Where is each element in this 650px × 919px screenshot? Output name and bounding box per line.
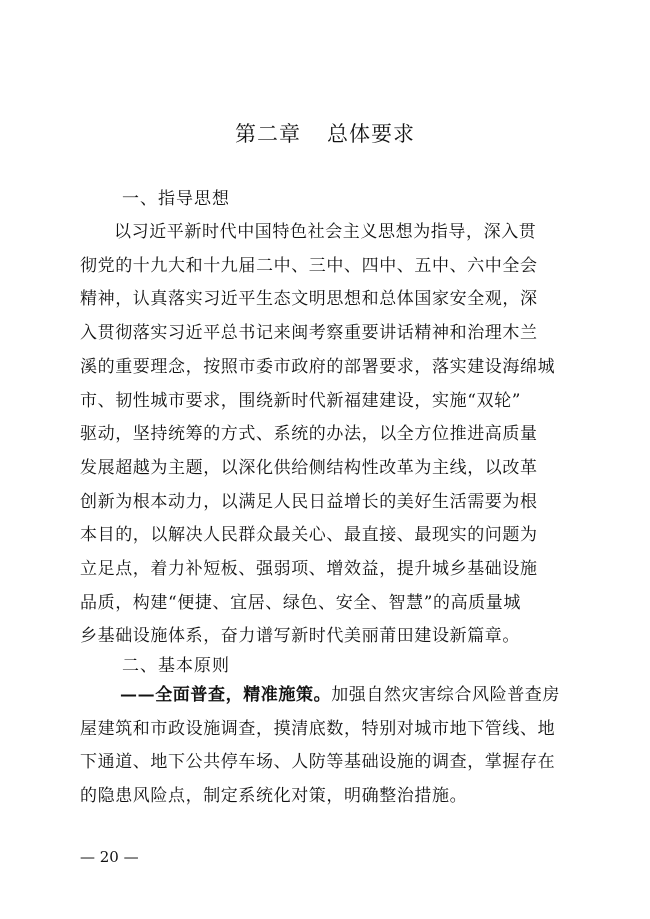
text-line: 入贯彻落实习近平总书记来闽考察重要讲话精神和治理木兰	[80, 323, 538, 344]
text-line: 彻党的十九大和十九届二中、三中、四中、五中、六中全会	[80, 255, 538, 276]
guiding-ideology-paragraph	[80, 216, 572, 654]
text-line: 品质，构建“便捷、宜居、绿色、安全、智慧”的高质量城	[80, 592, 521, 613]
text-line: 以习近平新时代中国特色社会主义思想为指导，深入贯	[114, 222, 537, 242]
section-heading-guiding-ideology: 一、指导思想	[122, 189, 230, 209]
principle-lead: ——全面普查，精准施策。	[120, 685, 332, 705]
text-line	[80, 679, 572, 713]
text-line: 驱动，坚持统筹的方式、系统的办法，以全方位推进高质量	[80, 424, 538, 445]
basic-principles-paragraph	[80, 679, 572, 814]
principle-text: 加强自然灾害综合风险普查房	[331, 685, 561, 705]
text-line: 市、韧性城市要求，围绕新时代新福建建设，实施“双轮”	[80, 390, 521, 411]
text-line: 溪的重要理念，按照市委市政府的部署要求，落实建设海绵城	[80, 356, 556, 377]
chapter-title	[0, 118, 650, 148]
text-line: 创新为根本动力，以满足人民日益增长的美好生活需要为根	[80, 491, 538, 512]
text-line: 乡基础设施体系，奋力谱写新时代美丽莆田建设新篇章。	[80, 626, 520, 647]
chapter-number: 第二章	[235, 122, 301, 146]
text-line: 本目的，以解决人民群众最关心、最直接、最现实的问题为	[80, 525, 538, 546]
text-line: 的隐患风险点，制定系统化对策，明确整治措施。	[80, 786, 468, 807]
text-line: 屋建筑和市政设施调查，摸清底数，特别对城市地下管线、地	[80, 718, 556, 739]
text-line: 精神，认真落实习近平生态文明思想和总体国家安全观，深	[80, 289, 538, 310]
text-line: 下通道、地下公共停车场、人防等基础设施的调查，掌握存在	[80, 752, 556, 773]
chapter-name: 总体要求	[327, 122, 415, 146]
page-number: — 20 —	[80, 848, 139, 866]
text-line: 立足点，着力补短板、强弱项、增效益，提升城乡基础设施	[80, 559, 538, 580]
text-line: 发展超越为主题，以深化供给侧结构性改革为主线，以改革	[80, 457, 538, 478]
section-heading-basic-principles: 二、基本原则	[122, 656, 230, 676]
